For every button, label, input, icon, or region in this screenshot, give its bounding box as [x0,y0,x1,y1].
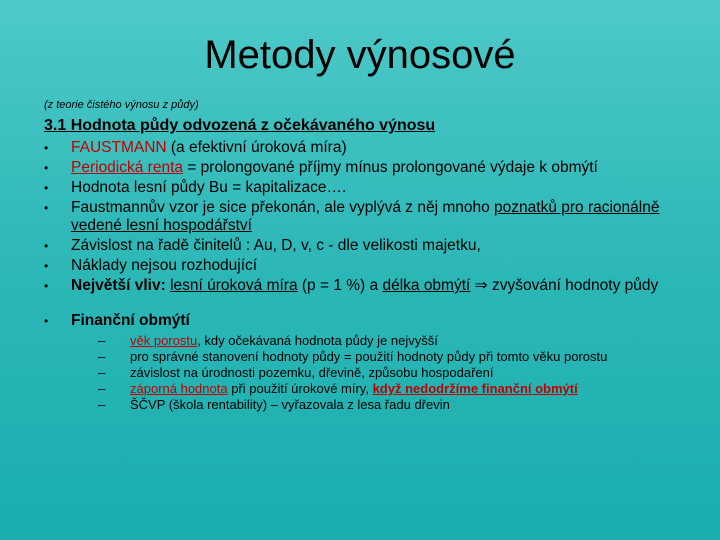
sub-list [98,333,684,413]
slide-title: Metody výnosové [204,33,516,77]
section-heading: 3.1 Hodnota půdy odvozená z očekávaného výnosu [44,117,436,134]
bullet-list [44,139,684,415]
bullet-icon: • [44,314,49,328]
dash-icon: – [98,365,106,380]
list-item: • Největší vliv: lesní úroková míra (p = 1 %) a délka obmýtí ⇒ zvyšování hodnoty půdy [44,277,659,294]
dash-icon: – [98,333,106,348]
slide-subtitle: (z teorie čistého výnosu z půdy) [44,99,199,111]
sub-list-item: – ŠČVP (škola rentability) – vyřazovala z lesa řadu dřevin [98,397,450,412]
implies-arrow-icon: ⇒ [474,277,488,294]
bullet-icon: • [44,201,49,215]
list-item: • FAUSTMANN (a efektivní úroková míra) [44,139,347,156]
bullet-icon: • [44,279,49,293]
bullet-icon: • [44,161,49,175]
dash-icon: – [98,349,106,364]
list-item: • Faustmannův vzor je sice překonán, ale vyplývá z něj mnoho poznatků pro racionálně vedené lesní hospodářství [44,199,660,234]
dash-icon: – [98,381,106,396]
list-item: • Hodnota lesní půdy Bu = kapitalizace…. [44,179,347,196]
list-item: • Finanční obmýtí – věk porostu, kdy očekávaná hodnota půdy je nejvyšší – pro správné stanovení hodnoty půdy = použití hodnoty půdy při tomto věku porostu – závislost na úrodnosti pozemku, dřevině, způsobu hospodaření – záporná hodnota při použití úrokové míry, když nedodržíme finanční obmýtí – ŠČVP (škola rentability) – vyřazovala z lesa řadu dřevin [44,312,684,413]
list-item: • Závislost na řadě činitelů : Au, D, v, c - dle velikosti majetku, [44,237,481,254]
sub-list-item: – věk porostu, kdy očekávaná hodnota půdy je nejvyšší [98,333,438,348]
sub-list-item: – pro správné stanovení hodnoty půdy = použití hodnoty půdy při tomto věku porostu [98,349,608,364]
bullet-icon: • [44,239,49,253]
sub-list-item: – závislost na úrodnosti pozemku, dřevině, způsobu hospodaření [98,365,494,380]
bullet-icon: • [44,259,49,273]
sub-list-item: – záporná hodnota při použití úrokové míry, když nedodržíme finanční obmýtí [98,381,578,396]
list-item: • Náklady nejsou rozhodující [44,257,258,274]
bullet-icon: • [44,181,49,195]
dash-icon: – [98,397,106,412]
bullet-icon: • [44,141,49,155]
list-item: • Periodická renta = prolongované příjmy mínus prolongované výdaje k obmýtí [44,159,598,176]
